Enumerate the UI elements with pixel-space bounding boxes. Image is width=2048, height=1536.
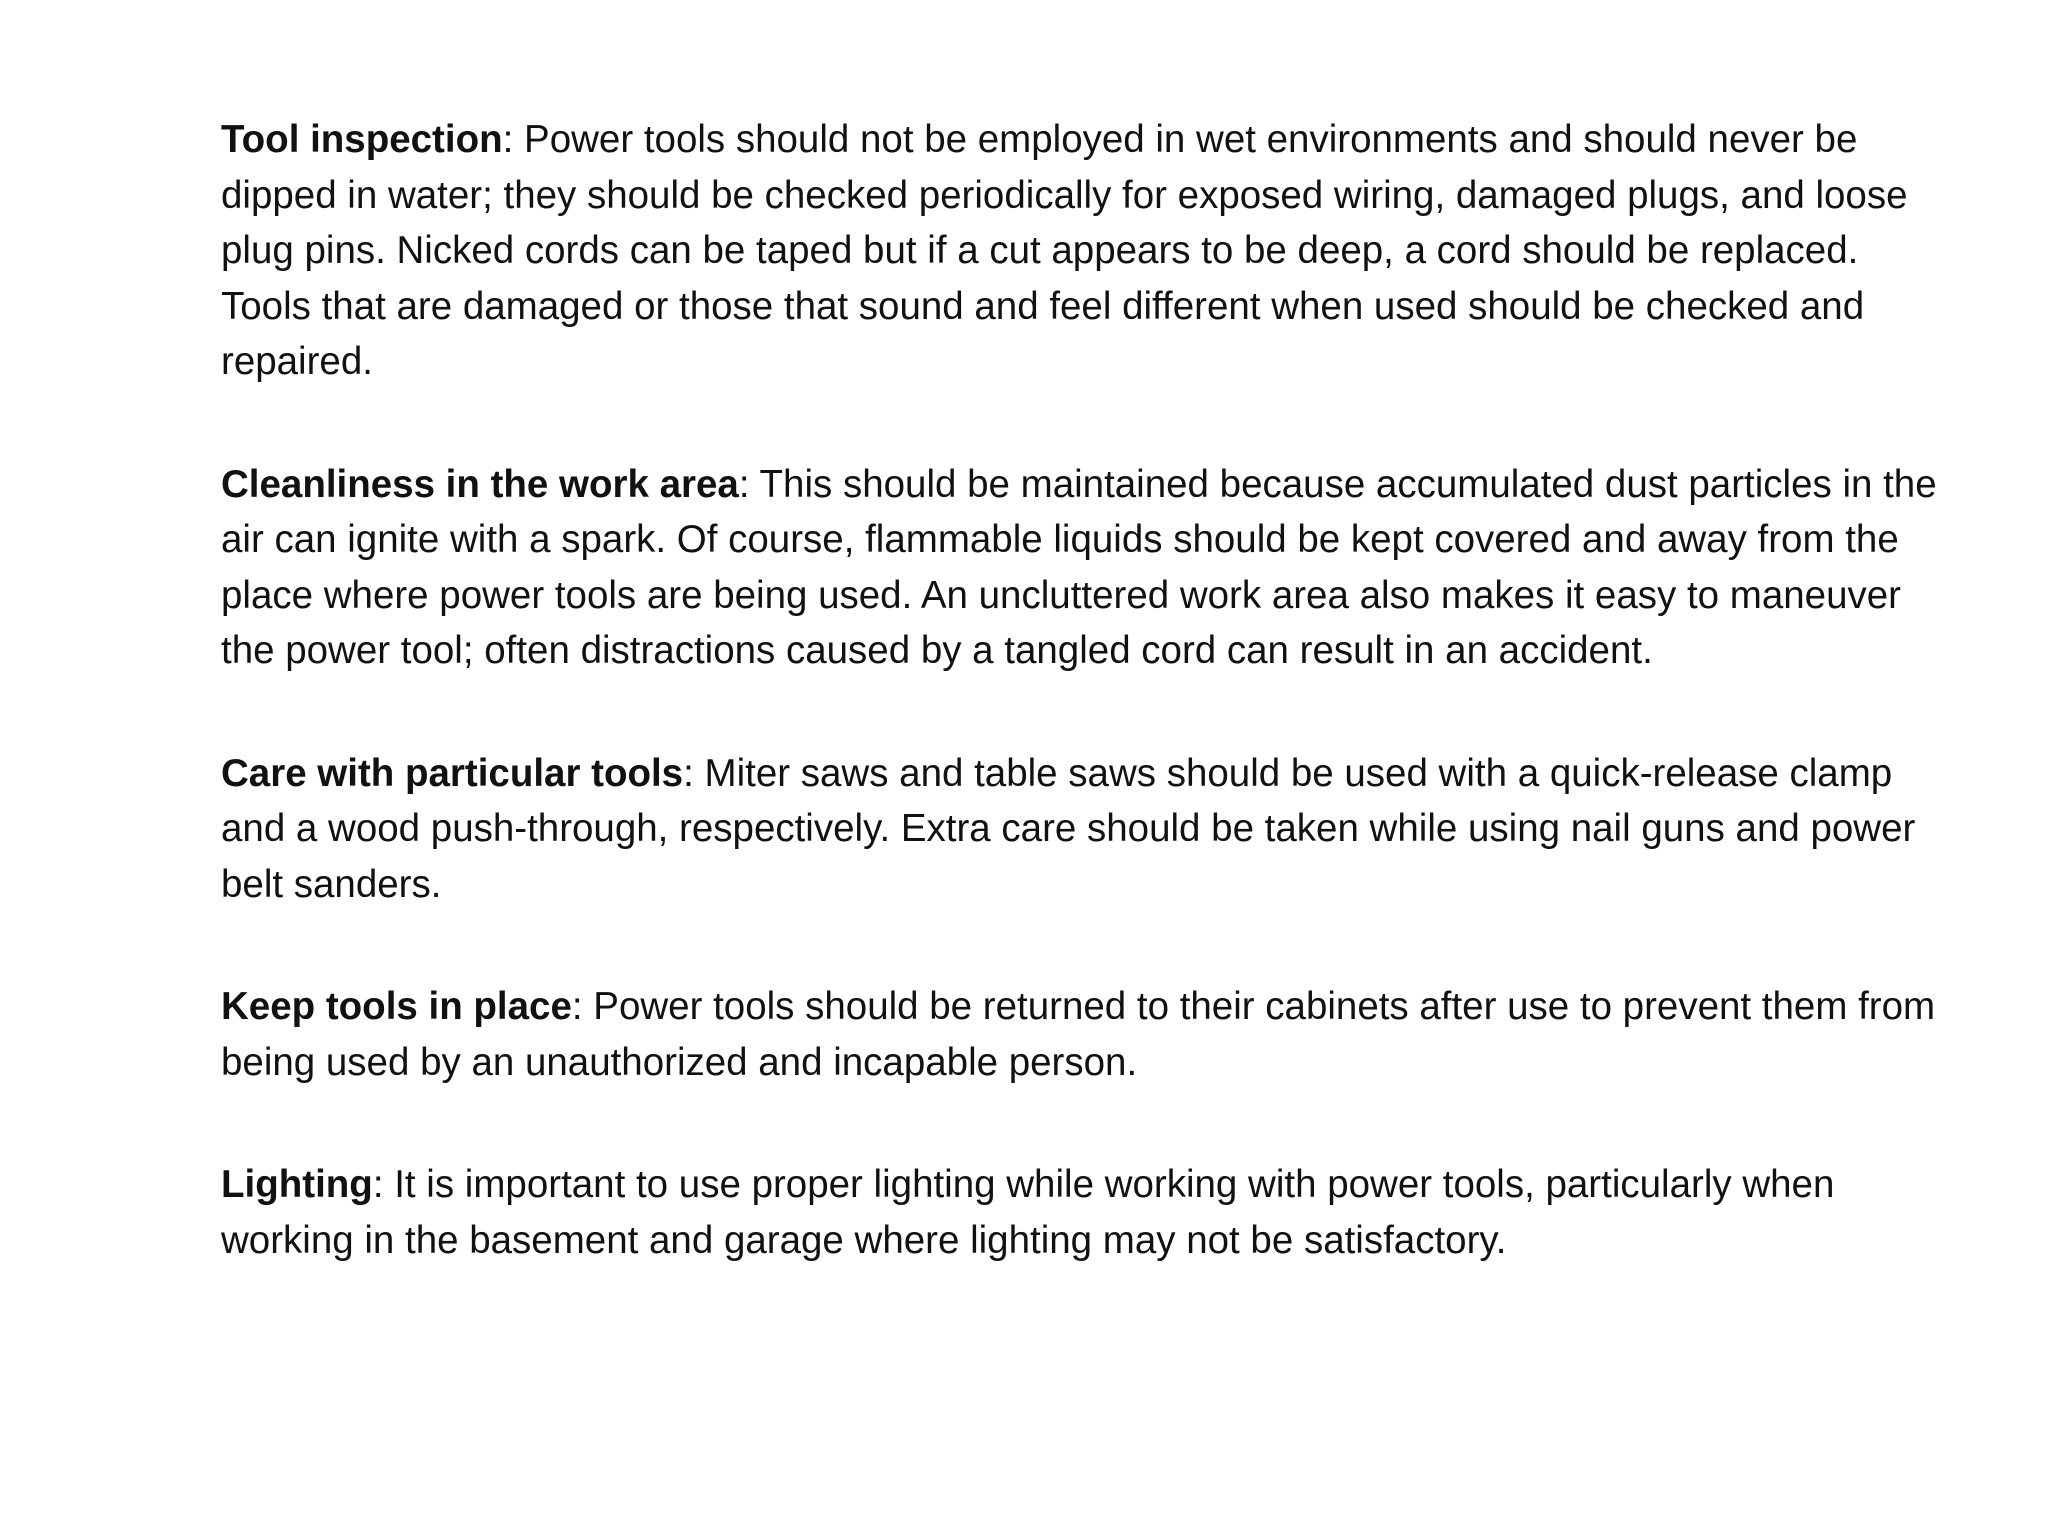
paragraph-keep-tools-in-place (221, 979, 1941, 1090)
paragraph-term: Lighting (221, 1163, 373, 1206)
term-separator: : (738, 462, 760, 506)
paragraph-text: This should be maintained because accumulated dust particles in the air can ignite with a spark. Of course, flammable liquids should be kept covered and away from the place where power tools are being used. An uncluttered work area also makes it easy to maneuver the power tool; often distractions caused by a tangled cord can result in an accident. (221, 462, 1937, 672)
paragraph-text: Power tools should be returned to their cabinets after use to prevent them from being used by an unauthorized and incapable person. (221, 985, 1936, 1084)
paragraph-text: Power tools should not be employed in wet environments and should never be dipped in water; they should be checked periodically for exposed wiring, damaged plugs, and loose plug pins. Nicked cords can be taped but if a cut appears to be deep, a cord should be replaced. Tools that are damaged or those that sound and feel different when used should be checked and repaired. (221, 118, 1908, 383)
paragraph-care-with-tools (221, 746, 1941, 913)
term-separator: : (683, 751, 705, 795)
term-separator: : (372, 1163, 395, 1206)
paragraph-term: Tool inspection (221, 118, 503, 161)
paragraph-text: Miter saws and table saws should be used with a quick-release clamp and a wood push-through, respectively. Extra care should be taken while using nail guns and power belt sanders. (221, 751, 1916, 906)
paragraph-lighting (221, 1157, 1941, 1268)
term-separator: : (571, 985, 594, 1028)
paragraph-term: Care with particular tools (221, 751, 684, 795)
paragraph-cleanliness (221, 457, 1941, 679)
paragraph-text: It is important to use proper lighting while working with power tools, particularly when working in the basement and garage where lighting may not be satisfactory. (221, 1163, 1835, 1262)
term-separator: : (502, 118, 525, 161)
paragraph-term: Cleanliness in the work area (221, 462, 739, 506)
paragraph-term: Keep tools in place (221, 985, 572, 1028)
document-body (221, 112, 1941, 1335)
paragraph-tool-inspection (221, 112, 1941, 390)
